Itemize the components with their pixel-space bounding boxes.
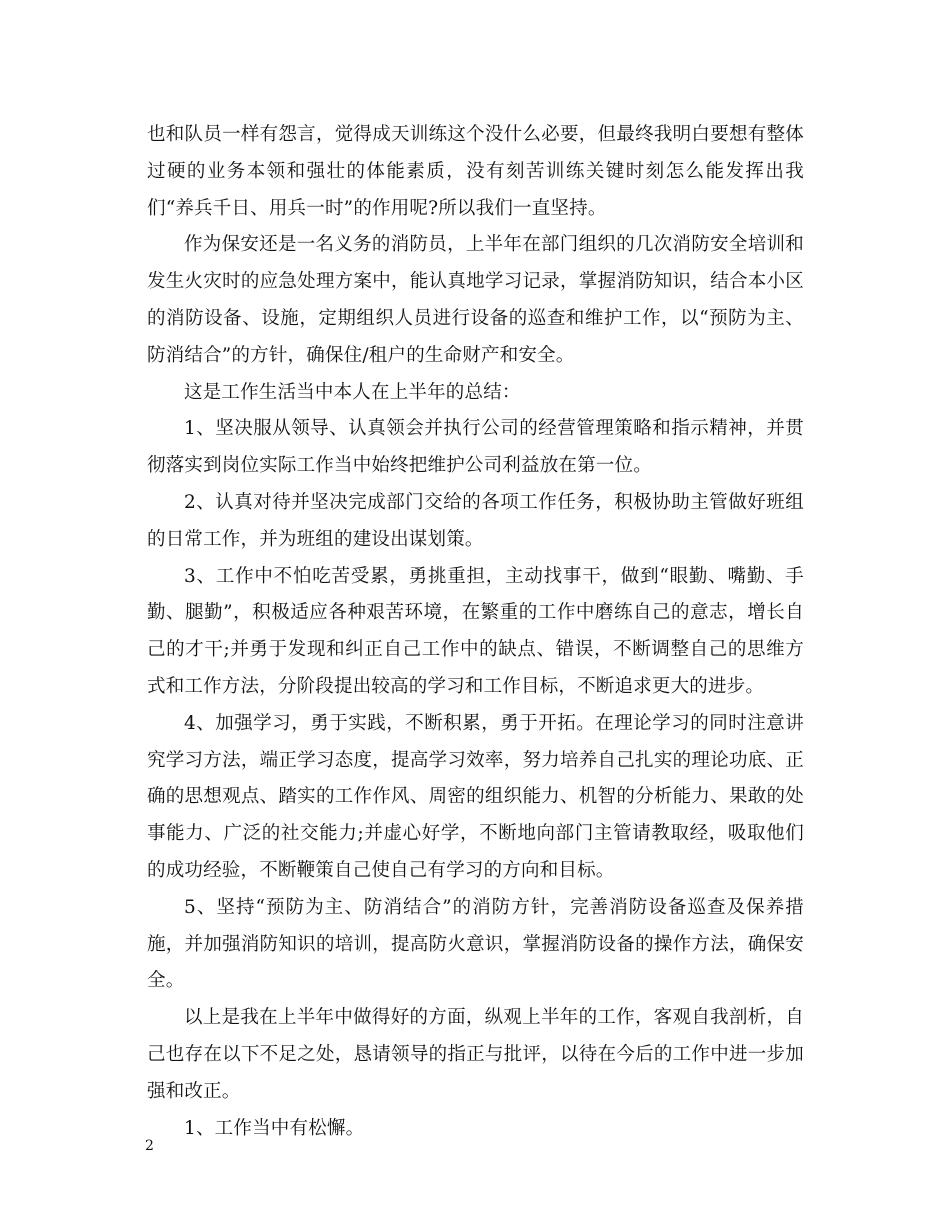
paragraph-1: 也和队员一样有怨言，觉得成天训练这个没什么必要，但最终我明白要想有整体过硬的业务本领和强壮的体能素质，没有刻苦训练关键时刻怎么能发挥出我们“养兵千日、用兵一时”的作用呢?所以我们一直坚持。 xyxy=(147,124,804,219)
paragraph-5: 2、认真对待并坚决完成部门交给的各项工作任务，积极协助主管做好班组的日常工作，并为班组的建设出谋划策。 xyxy=(147,491,804,550)
paragraph-4: 1、坚决服从领导、认真领会并执行公司的经营管理策略和指示精神，并贯彻落实到岗位实际工作当中始终把维护公司利益放在第一位。 xyxy=(147,418,804,477)
paragraph-6: 3、工作中不怕吃苦受累，勇挑重担，主动找事干，做到“眼勤、嘴勤、手勤、腿勤”，积极适应各种艰苦环境，在繁重的工作中磨练自己的意志，增长自己的才干;并勇于发现和纠正自己工作中的缺点、错误，不断调整自己的思维方式和工作方法，分阶段提出较高的学习和工作目标，不断追求更大的进步。 xyxy=(147,565,804,697)
page-number: 2 xyxy=(145,1138,154,1154)
paragraph-8: 5、坚持“预防为主、防消结合”的消防方针，完善消防设备巡查及保养措施，并加强消防知识的培训，提高防火意识，掌握消防设备的操作方法，确保安全。 xyxy=(147,896,804,992)
document-body xyxy=(147,117,804,1147)
paragraph-9: 以上是我在上半年中做得好的方面，纵观上半年的工作，客观自我剖析，自己也存在以下不足之处，恳请领导的指正与批评，以待在今后的工作中进一步加强和改正。 xyxy=(147,1007,804,1102)
paragraph-10: 1、工作当中有松懈。 xyxy=(184,1117,365,1139)
paragraph-2: 作为保安还是一名义务的消防员，上半年在部门组织的几次消防安全培训和发生火灾时的应急处理方案中，能认真地学习记录，掌握消防知识，结合本小区的消防设备、设施，定期组织人员进行设备的巡查和维护工作，以“预防为主、防消结合”的方针，确保住/租户的生命财产和安全。 xyxy=(147,234,804,366)
paragraph-3: 这是工作生活当中本人在上半年的总结： xyxy=(184,381,521,403)
paragraph-7: 4、加强学习，勇于实践，不断积累，勇于开拓。在理论学习的同时注意讲究学习方法，端正学习态度，提高学习效率，努力培养自己扎实的理论功底、正确的思想观点、踏实的工作作风、周密的组织能力、机智的分析能力、果敢的处事能力、广泛的社交能力;并虚心好学，不断地向部门主管请教取经，吸取他们的成功经验，不断鞭策自己使自己有学习的方向和目标。 xyxy=(147,712,804,881)
